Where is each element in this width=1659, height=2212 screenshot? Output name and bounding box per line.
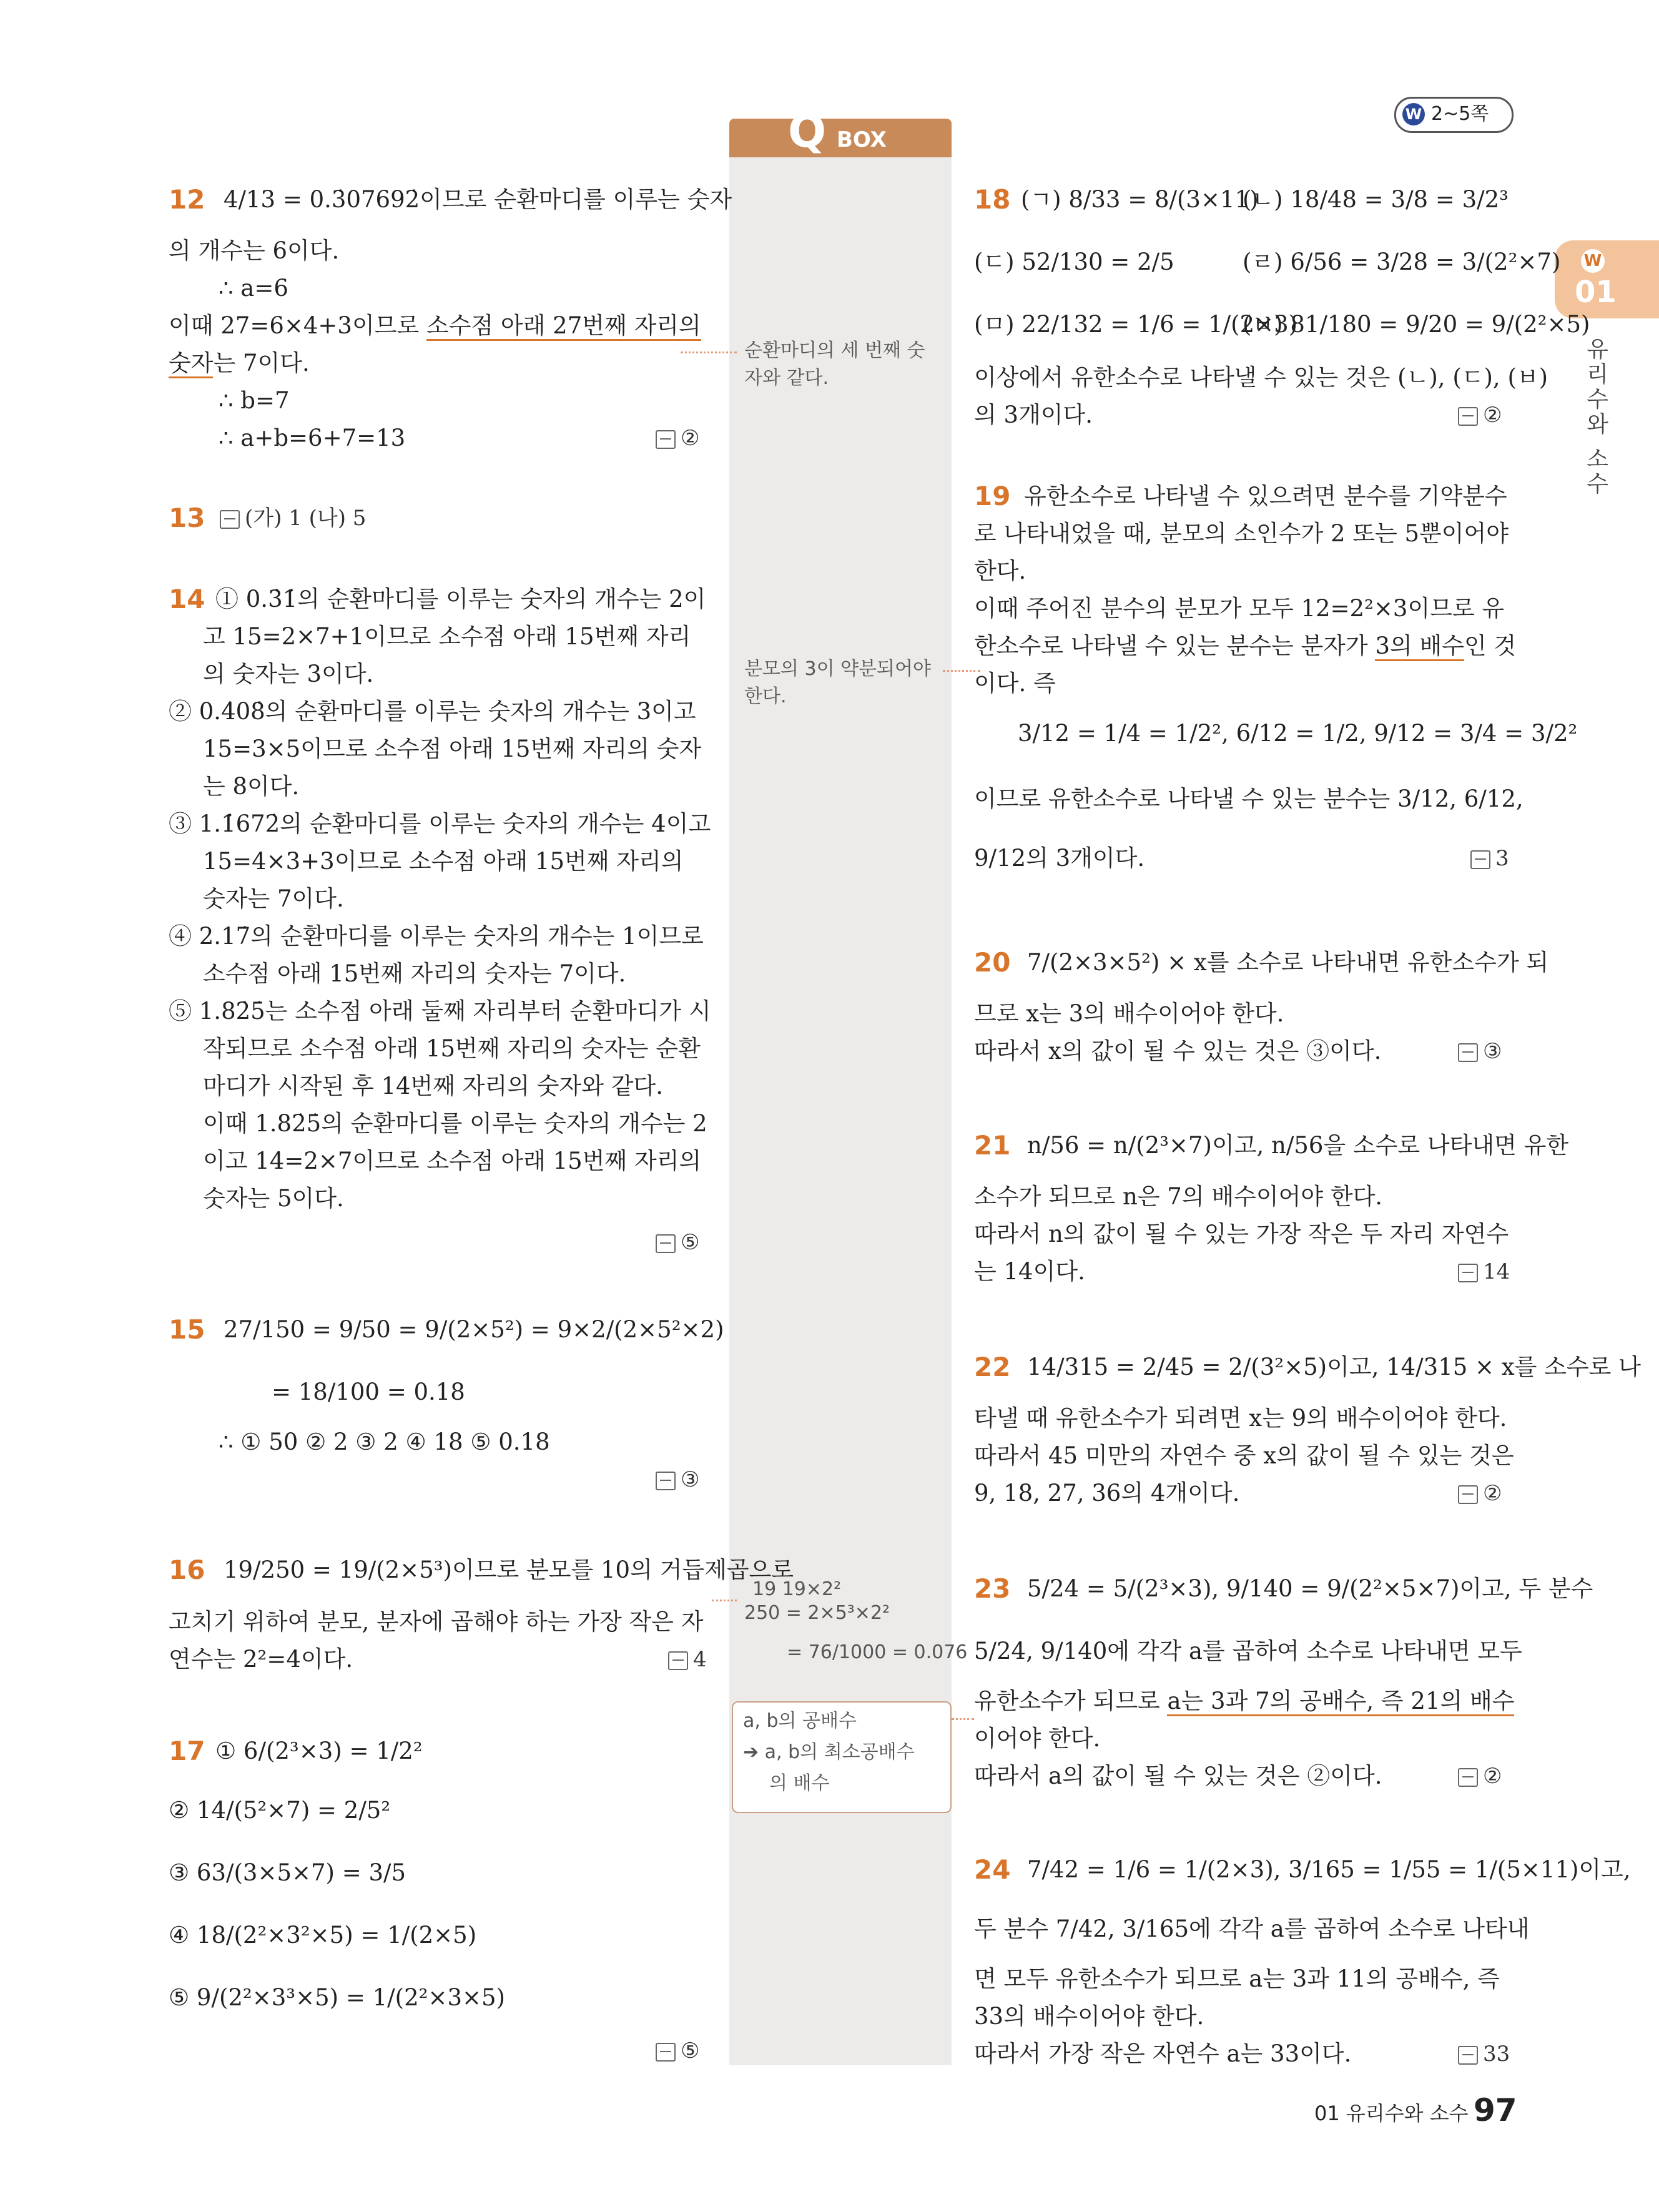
text-line: n/56 = n/(2³×7)이고, n/56을 소수로 나타내면 유한 bbox=[1027, 1132, 1569, 1159]
text-line: 유한소수로 나타낼 수 있으려면 분수를 기약분수 bbox=[1024, 483, 1507, 509]
qbox-note: 분모의 3이 약분되어야 bbox=[744, 658, 931, 680]
text-line: ④ 2.17̇의 순환마디를 이루는 숫자의 개수는 1이므로 bbox=[169, 923, 704, 950]
answer: ⑤ bbox=[656, 1224, 699, 1261]
answer-icon bbox=[1458, 1264, 1478, 1282]
text-line: 숫자는 7이다. bbox=[169, 345, 310, 382]
answer: ③ bbox=[656, 1461, 699, 1498]
text-line: 한소수로 나타낼 수 있는 분수는 분자가 3의 배수인 것 bbox=[974, 627, 1516, 665]
text-line: 유한소수가 되므로 a는 3과 7의 공배수, 즉 21의 배수 bbox=[974, 1683, 1514, 1720]
qbox-note: 순환마디의 세 번째 숫 bbox=[744, 340, 925, 361]
answer-icon bbox=[656, 1472, 676, 1490]
problem-number: 16 bbox=[169, 1555, 205, 1585]
text-line: 따라서 가장 작은 자연수 a는 33이다. bbox=[974, 2040, 1352, 2067]
qbox-note: a, b의 공배수 bbox=[743, 1710, 857, 1732]
page-ref-badge bbox=[1394, 97, 1514, 133]
answer-icon bbox=[220, 510, 240, 529]
text-line: 따라서 45 미만의 자연수 중 x의 값이 될 수 있는 것은 bbox=[974, 1442, 1514, 1469]
qbox-logo-q: Q bbox=[788, 105, 827, 157]
answer: 33 bbox=[1458, 2035, 1510, 2073]
answer-icon bbox=[656, 430, 676, 449]
text-line: 타낼 때 유한소수가 되려면 x는 9의 배수이어야 한다. bbox=[974, 1405, 1507, 1432]
text-line: 므로 x는 3의 배수이어야 한다. bbox=[974, 1000, 1284, 1027]
text-line: 15=3×5이므로 소수점 아래 15번째 자리의 숫자 bbox=[203, 735, 702, 762]
w-icon: W bbox=[1581, 249, 1605, 273]
qbox-note: = 76/1000 = 0.076 bbox=[787, 1641, 968, 1663]
text-line: 의 개수는 6이다. bbox=[169, 237, 340, 264]
answer: ② bbox=[1458, 1757, 1502, 1795]
problem-number: 19 bbox=[974, 481, 1011, 511]
leader-line bbox=[681, 351, 737, 353]
qbox-note: 한다. bbox=[744, 686, 787, 707]
text-line: (ㅂ) 81/180 = 9/20 = 9/(2²×5) bbox=[1243, 311, 1590, 338]
text-line: 14/315 = 2/45 = 2/(3²×5)이고, 14/315 × x를 소수로 나 bbox=[1027, 1354, 1641, 1380]
text-line: 작되므로 소수점 아래 15번째 자리의 숫자는 순환 bbox=[203, 1035, 701, 1062]
text-line: 두 분수 7/42, 3/165에 각각 a를 곱하여 소수로 나타내 bbox=[974, 1915, 1530, 1942]
text-line: (ㄴ) 18/48 = 3/8 = 3/2³ bbox=[1243, 186, 1509, 213]
text-line: 이다. 즉 bbox=[974, 670, 1056, 697]
answer: (가) 1 (나) 5 bbox=[220, 499, 366, 537]
text-line: ∴ a=6 bbox=[219, 275, 288, 302]
qbox-note: ➔ a, b의 최소공배수 bbox=[743, 1741, 915, 1763]
text-line: ③ 1.1̇672̇의 순환마디를 이루는 숫자의 개수는 4이고 bbox=[169, 810, 711, 837]
text-line: 숫자는 5이다. bbox=[203, 1185, 344, 1212]
text-line: ⑤ 9/(2²×3³×5) = 1/(2²×3×5) bbox=[169, 1984, 505, 2011]
text-line: 이므로 유한소수로 나타낼 수 있는 분수는 3/12, 6/12, bbox=[974, 785, 1524, 812]
answer-icon bbox=[668, 1651, 688, 1670]
text-line: 19/250 = 19/(2×5³)이므로 분모를 10의 거듭제곱으로 bbox=[224, 1556, 794, 1583]
text-line: 의 숫자는 3이다. bbox=[203, 661, 374, 687]
text-line: 로 나타내었을 때, 분모의 소인수가 2 또는 5뿐이어야 bbox=[974, 520, 1509, 547]
text-line: 5/24 = 5/(2³×3), 9/140 = 9/(2²×5×7)이고, 두 분수 bbox=[1027, 1575, 1593, 1602]
answer: ⑤ bbox=[656, 2032, 699, 2070]
text-line: = 18/100 = 0.18 bbox=[272, 1379, 465, 1405]
text-line: 이때 27=6×4+3이므로 소수점 아래 27번째 자리의 bbox=[169, 307, 701, 345]
text-line: 는 8이다. bbox=[203, 773, 300, 800]
text-line: ∴ a+b=6+7=13 bbox=[219, 425, 406, 451]
chapter-number: 01 bbox=[1575, 275, 1617, 310]
text-line: 마디가 시작된 후 14번째 자리의 숫자와 같다. bbox=[203, 1073, 664, 1099]
text-line: 9, 18, 27, 36의 4개이다. bbox=[974, 1480, 1240, 1507]
problem-number: 12 bbox=[169, 184, 205, 215]
text-line: 이때 주어진 분수의 분모가 모두 12=2²×3이므로 유 bbox=[974, 595, 1505, 622]
leader-line bbox=[952, 1718, 974, 1720]
leader-line bbox=[712, 1600, 737, 1601]
problem-number: 15 bbox=[169, 1314, 205, 1345]
answer-icon bbox=[656, 2043, 676, 2062]
text-line: 는 14이다. bbox=[974, 1258, 1085, 1285]
answer-icon bbox=[1458, 1485, 1478, 1504]
text-line: ∴ ① 50 ② 2 ③ 2 ④ 18 ⑤ 0.18 bbox=[219, 1428, 550, 1455]
text-line: (ㅁ) 22/132 = 1/6 = 1/(2×3) bbox=[974, 311, 1298, 338]
footer-chapter: 01 유리수와 소수 bbox=[1314, 2101, 1469, 2125]
problem-number: 17 bbox=[169, 1736, 205, 1766]
problem-number: 18 bbox=[974, 184, 1011, 215]
answer-icon bbox=[1458, 1768, 1478, 1787]
text-line: (ㄷ) 52/130 = 2/5 bbox=[974, 248, 1174, 275]
problem-number: 21 bbox=[974, 1130, 1011, 1161]
text-line: 한다. bbox=[974, 558, 1026, 584]
answer-icon bbox=[1470, 850, 1490, 869]
answer-icon bbox=[1458, 2046, 1478, 2065]
problem-number: 22 bbox=[974, 1352, 1011, 1382]
page-number: 97 bbox=[1474, 2092, 1517, 2128]
answer: 4 bbox=[668, 1641, 707, 1678]
text-line: ⑤ 1.82̇5̇는 소수점 아래 둘째 자리부터 순환마디가 시 bbox=[169, 998, 711, 1025]
text-line: 3/12 = 1/4 = 1/2², 6/12 = 1/2, 9/12 = 3/4 = 3/2² bbox=[1018, 720, 1578, 747]
text-line: 고치기 위하여 분모, 분자에 곱해야 하는 가장 작은 자 bbox=[169, 1608, 704, 1635]
text-line: 이고 14=2×7이므로 소수점 아래 15번째 자리의 bbox=[203, 1148, 702, 1174]
text-line: 숫자는 7이다. bbox=[203, 885, 344, 912]
text-line: 이상에서 유한소수로 나타낼 수 있는 것은 (ㄴ), (ㄷ), (ㅂ) bbox=[974, 364, 1548, 391]
page-ref-text: 2~5쪽 bbox=[1431, 103, 1489, 125]
text-line: 4/13 = 0.3̇07692̇이므로 순환마디를 이루는 숫자 bbox=[224, 186, 732, 213]
text-line: 따라서 x의 값이 될 수 있는 것은 ③이다. bbox=[974, 1038, 1382, 1064]
qbox-note: 19 19×2² bbox=[752, 1578, 842, 1600]
answer: ② bbox=[1458, 1475, 1502, 1512]
answer: 3 bbox=[1470, 840, 1509, 877]
answer: 14 bbox=[1458, 1253, 1510, 1290]
text-line: ④ 18/(2²×3²×5) = 1/(2×5) bbox=[169, 1922, 477, 1949]
answer-icon bbox=[656, 1234, 676, 1253]
text-line: ② 14/(5²×7) = 2/5² bbox=[169, 1797, 391, 1824]
problem-number: 20 bbox=[974, 947, 1011, 978]
w-icon: W bbox=[1402, 103, 1425, 125]
qbox-note: 의 배수 bbox=[769, 1772, 830, 1794]
text-line: 이어야 한다. bbox=[974, 1725, 1101, 1752]
text-line: (ㄹ) 6/56 = 3/28 = 3/(2²×7) bbox=[1243, 248, 1561, 275]
problem-number: 14 bbox=[169, 584, 205, 614]
text-line: ② 0.4̇08̇의 순환마디를 이루는 숫자의 개수는 3이고 bbox=[169, 698, 696, 725]
answer-icon bbox=[1458, 407, 1478, 426]
text-line: 이때 1.82̇5̇의 순환마디를 이루는 숫자의 개수는 2 bbox=[203, 1110, 707, 1137]
text-line: 연수는 2²=4이다. bbox=[169, 1646, 353, 1673]
text-line: (ㄱ) 8/33 = 8/(3×11) bbox=[1021, 186, 1259, 213]
text-line: ① 0.3̇1̇의 순환마디를 이루는 숫자의 개수는 2이 bbox=[215, 586, 706, 612]
text-line: 33의 배수이어야 한다. bbox=[974, 2003, 1204, 2030]
text-line: 소수가 되므로 n은 7의 배수이어야 한다. bbox=[974, 1183, 1383, 1210]
text-line: ① 6/(2³×3) = 1/2² bbox=[215, 1738, 423, 1764]
chapter-title-vertical: 유리수와 소수 bbox=[1583, 337, 1608, 497]
text-line: ∴ b=7 bbox=[219, 387, 290, 414]
text-line: 소수점 아래 15번째 자리의 숫자는 7이다. bbox=[203, 960, 626, 987]
text-line: 7/42 = 1/6 = 1/(2×3), 3/165 = 1/55 = 1/(5×11)이고, bbox=[1027, 1856, 1631, 1883]
answer: ③ bbox=[1458, 1033, 1502, 1070]
qbox-note: 250 = 2×5³×2² bbox=[744, 1602, 890, 1624]
text-line: 따라서 a의 값이 될 수 있는 것은 ②이다. bbox=[974, 1762, 1382, 1789]
problem-number: 13 bbox=[169, 503, 205, 533]
answer: ② bbox=[656, 420, 699, 457]
text-line: 27/150 = 9/50 = 9/(2×5²) = 9×2/(2×5²×2) bbox=[224, 1316, 724, 1343]
text-line: 고 15=2×7+1이므로 소수점 아래 15번째 자리 bbox=[203, 623, 691, 650]
problem-number: 24 bbox=[974, 1854, 1011, 1885]
answer-icon bbox=[1458, 1043, 1478, 1062]
text-line: 7/(2×3×5²) × x를 소수로 나타내면 유한소수가 되 bbox=[1027, 949, 1549, 976]
text-line: 의 3개이다. bbox=[974, 401, 1093, 428]
problem-number: 23 bbox=[974, 1573, 1011, 1604]
text-line: 따라서 n의 값이 될 수 있는 가장 작은 두 자리 자연수 bbox=[974, 1221, 1509, 1247]
text-line: 면 모두 유한소수가 되므로 a는 3과 11의 공배수, 즉 bbox=[974, 1965, 1500, 1992]
text-line: 5/24, 9/140에 각각 a를 곱하여 소수로 나타내면 모두 bbox=[974, 1638, 1522, 1664]
qbox-note: 자와 같다. bbox=[744, 367, 829, 389]
answer: ② bbox=[1458, 396, 1502, 434]
text-line: 9/12의 3개이다. bbox=[974, 845, 1145, 872]
qbox-logo-box: BOX bbox=[837, 127, 887, 152]
text-line: 15=4×3+3이므로 소수점 아래 15번째 자리의 bbox=[203, 848, 684, 875]
text-line: ③ 63/(3×5×7) = 3/5 bbox=[169, 1859, 406, 1886]
